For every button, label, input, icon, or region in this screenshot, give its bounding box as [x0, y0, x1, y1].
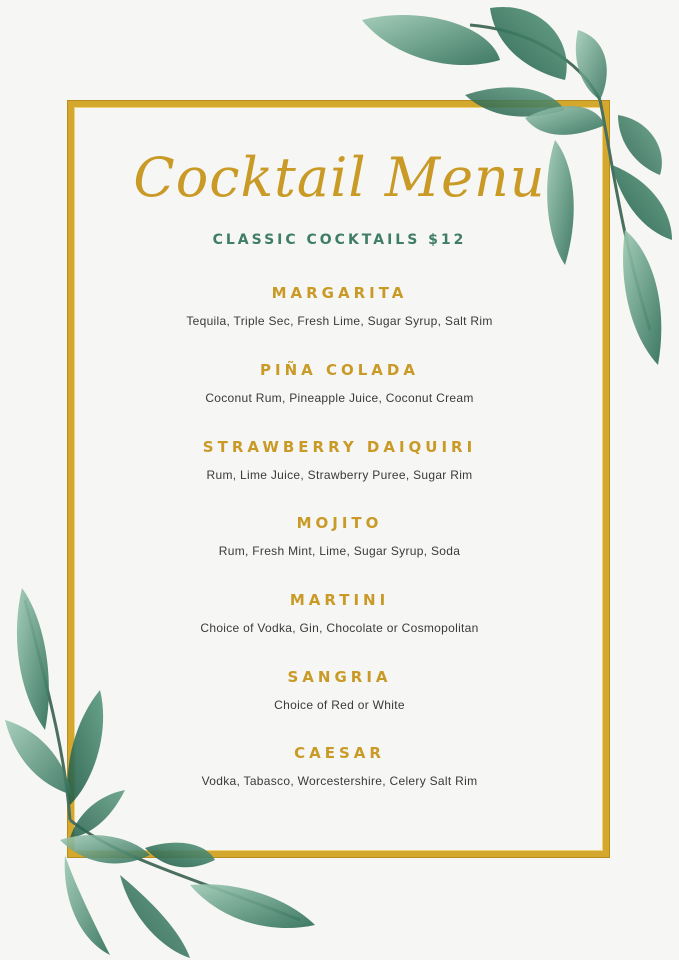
menu-item-name: STRAWBERRY DAIQUIRI — [202, 438, 477, 456]
menu-item-strawberry-daiquiri — [0, 438, 679, 482]
menu-item-name: MARTINI — [289, 591, 390, 609]
menu-item-description: Tequila, Triple Sec, Fresh Lime, Sugar Syrup, Salt Rim — [186, 314, 493, 328]
menu-item-name: MARGARITA — [271, 284, 408, 302]
menu-subtitle: CLASSIC COCKTAILS $12 — [212, 232, 467, 248]
menu-item-description: Coconut Rum, Pineapple Juice, Coconut Cream — [205, 391, 474, 405]
menu-item-mojito — [0, 514, 679, 558]
menu-item-sangria — [0, 668, 679, 712]
menu-item-description: Choice of Red or White — [274, 698, 405, 712]
menu-item-martini — [0, 591, 679, 635]
menu-title: Cocktail Menu — [133, 146, 546, 209]
menu-item-name: PIÑA COLADA — [260, 361, 419, 379]
menu-item-description: Vodka, Tabasco, Worcestershire, Celery Salt Rim — [201, 774, 478, 788]
menu-item-pina-colada — [0, 361, 679, 405]
menu-item-name: CAESAR — [294, 744, 385, 762]
menu-item-description: Rum, Lime Juice, Strawberry Puree, Sugar Rim — [206, 468, 473, 482]
menu-item-description: Choice of Vodka, Gin, Chocolate or Cosmopolitan — [200, 621, 479, 635]
menu-item-name: MOJITO — [296, 514, 383, 532]
menu-item-description: Rum, Fresh Mint, Lime, Sugar Syrup, Soda — [218, 544, 461, 558]
menu-item-name: SANGRIA — [287, 668, 392, 686]
menu-item-margarita — [0, 284, 679, 328]
menu-item-caesar — [0, 744, 679, 788]
